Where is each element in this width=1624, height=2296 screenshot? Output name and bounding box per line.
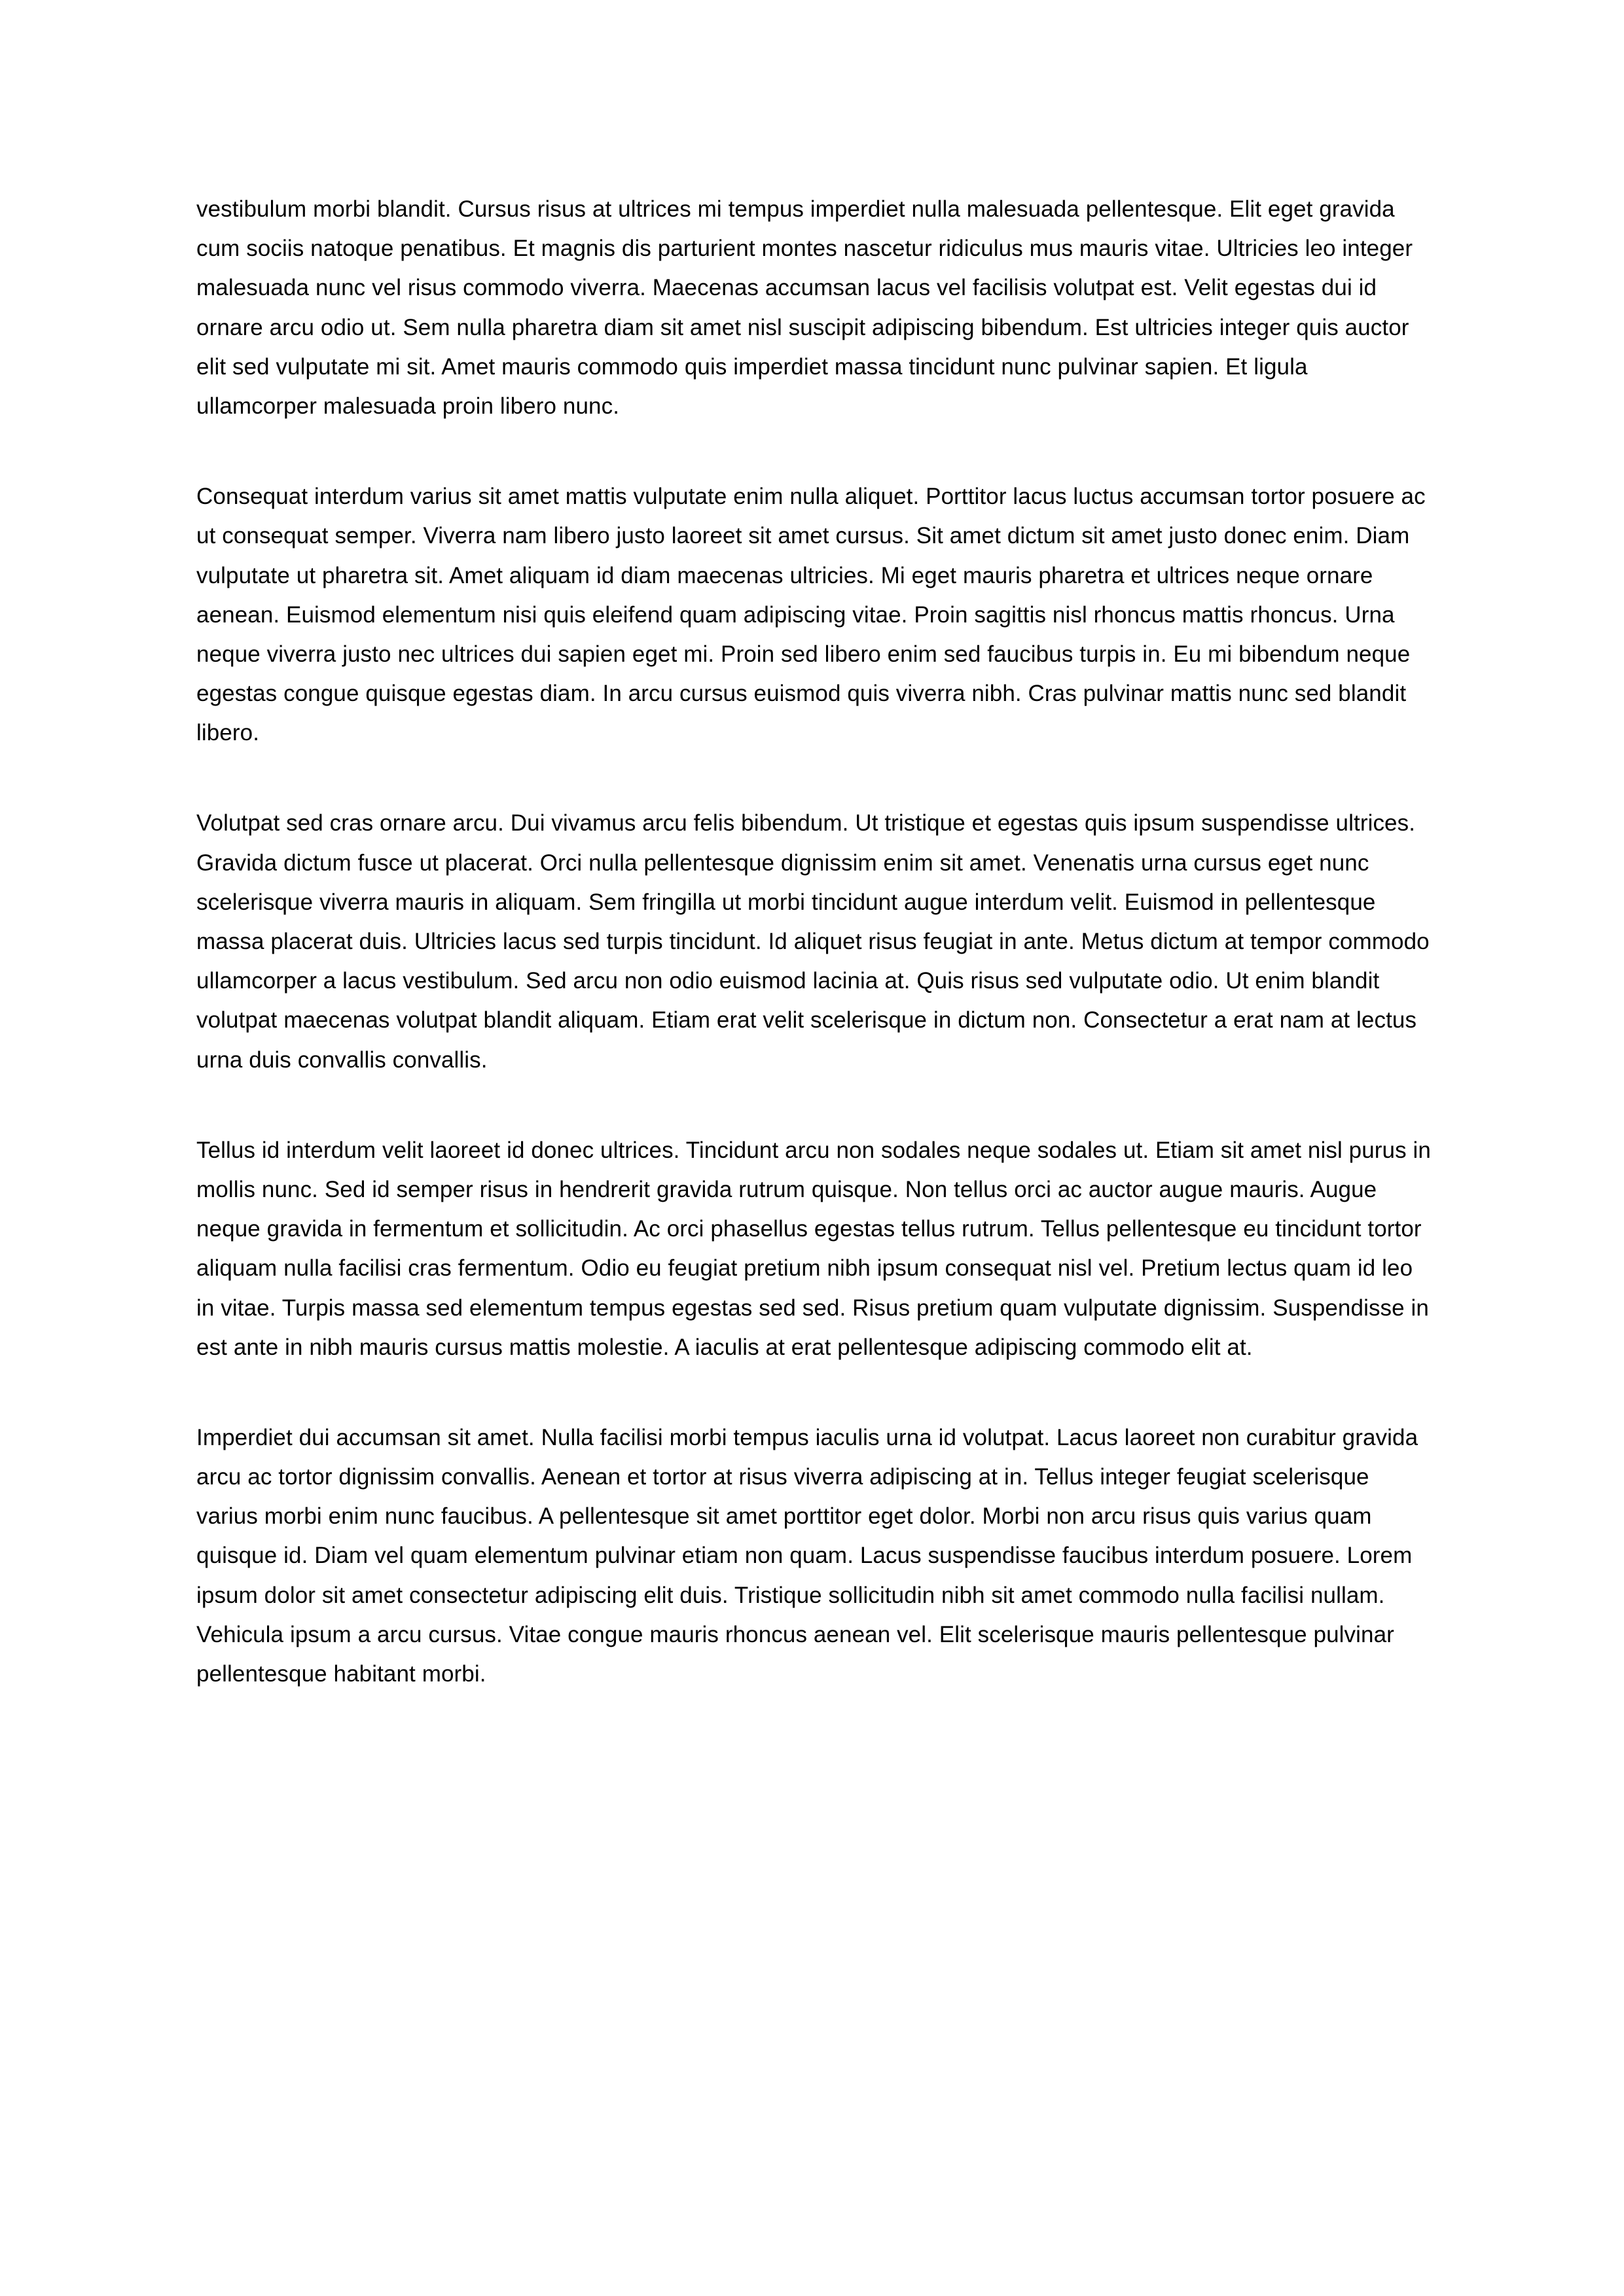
document-body: [196, 190, 1434, 1694]
paragraph: Imperdiet dui accumsan sit amet. Nulla facilisi morbi tempus iaculis urna id volutpat. Lacus laoreet non curabitur gravida arcu ac tortor dignissim convallis. Aenean et tortor at risus viverra adipiscing at in. Tellus integer feugiat scelerisque varius morbi enim nunc faucibus. A pellentesque sit amet porttitor eget dolor. Morbi non arcu risus quis varius quam quisque id. Diam vel quam elementum pulvinar etiam non quam. Lacus suspendisse faucibus interdum posuere. Lorem ipsum dolor sit amet consectetur adipiscing elit duis. Tristique sollicitudin nibh sit amet commodo nulla facilisi nullam. Vehicula ipsum a arcu cursus. Vitae congue mauris rhoncus aenean vel. Elit scelerisque mauris pellentesque pulvinar pellentesque habitant morbi.: [196, 1424, 1418, 1687]
paragraph: Volutpat sed cras ornare arcu. Dui vivamus arcu felis bibendum. Ut tristique et egestas quis ipsum suspendisse ultrices. Gravida dictum fusce ut placerat. Orci nulla pellentesque dignissim enim sit amet. Venenatis urna cursus eget nunc scelerisque viverra mauris in aliquam. Sem fringilla ut morbi tincidunt augue interdum velit. Euismod in pellentesque massa placerat duis. Ultricies lacus sed turpis tincidunt. Id aliquet risus feugiat in ante. Metus dictum at tempor commodo ullamcorper a lacus vestibulum. Sed arcu non odio euismod lacinia at. Quis risus sed vulputate odio. Ut enim blandit volutpat maecenas volutpat blandit aliquam. Etiam erat velit scelerisque in dictum non. Consectetur a erat nam at lectus urna duis convallis convallis.: [196, 810, 1430, 1073]
paragraph: Consequat interdum varius sit amet mattis vulputate enim nulla aliquet. Porttitor lacus luctus accumsan tortor posuere ac ut consequat semper. Viverra nam libero justo laoreet sit amet cursus. Sit amet dictum sit amet justo donec enim. Diam vulputate ut pharetra sit. Amet aliquam id diam maecenas ultricies. Mi eget mauris pharetra et ultrices neque ornare aenean. Euismod elementum nisi quis eleifend quam adipiscing vitae. Proin sagittis nisl rhoncus mattis rhoncus. Urna neque viverra justo nec ultrices dui sapien eget mi. Proin sed libero enim sed faucibus turpis in. Eu mi bibendum neque egestas congue quisque egestas diam. In arcu cursus euismod quis viverra nibh. Cras pulvinar mattis nunc sed blandit libero.: [196, 484, 1426, 746]
paragraph: Tellus id interdum velit laoreet id donec ultrices. Tincidunt arcu non sodales neque sodales ut. Etiam sit amet nisl purus in mollis nunc. Sed id semper risus in hendrerit gravida rutrum quisque. Non tellus orci ac auctor augue mauris. Augue neque gravida in fermentum et sollicitudin. Ac orci phasellus egestas tellus rutrum. Tellus pellentesque eu tincidunt tortor aliquam nulla facilisi cras fermentum. Odio eu feugiat pretium nibh ipsum consequat nisl vel. Pretium lectus quam id leo in vitae. Turpis massa sed elementum tempus egestas sed sed. Risus pretium quam vulputate dignissim. Suspendisse in est ante in nibh mauris cursus mattis molestie. A iaculis at erat pellentesque adipiscing commodo elit at.: [196, 1137, 1431, 1360]
paragraph: vestibulum morbi blandit. Cursus risus at ultrices mi tempus imperdiet nulla malesuada pellentesque. Elit eget gravida cum sociis natoque penatibus. Et magnis dis parturient montes nascetur ridiculus mus mauris vitae. Ultricies leo integer malesuada nunc vel risus commodo viverra. Maecenas accumsan lacus vel facilisis volutpat est. Velit egestas dui id ornare arcu odio ut. Sem nulla pharetra diam sit amet nisl suscipit adipiscing bibendum. Est ultricies integer quis auctor elit sed vulputate mi sit. Amet mauris commodo quis imperdiet massa tincidunt nunc pulvinar sapien. Et ligula ullamcorper malesuada proin libero nunc.: [196, 196, 1413, 419]
